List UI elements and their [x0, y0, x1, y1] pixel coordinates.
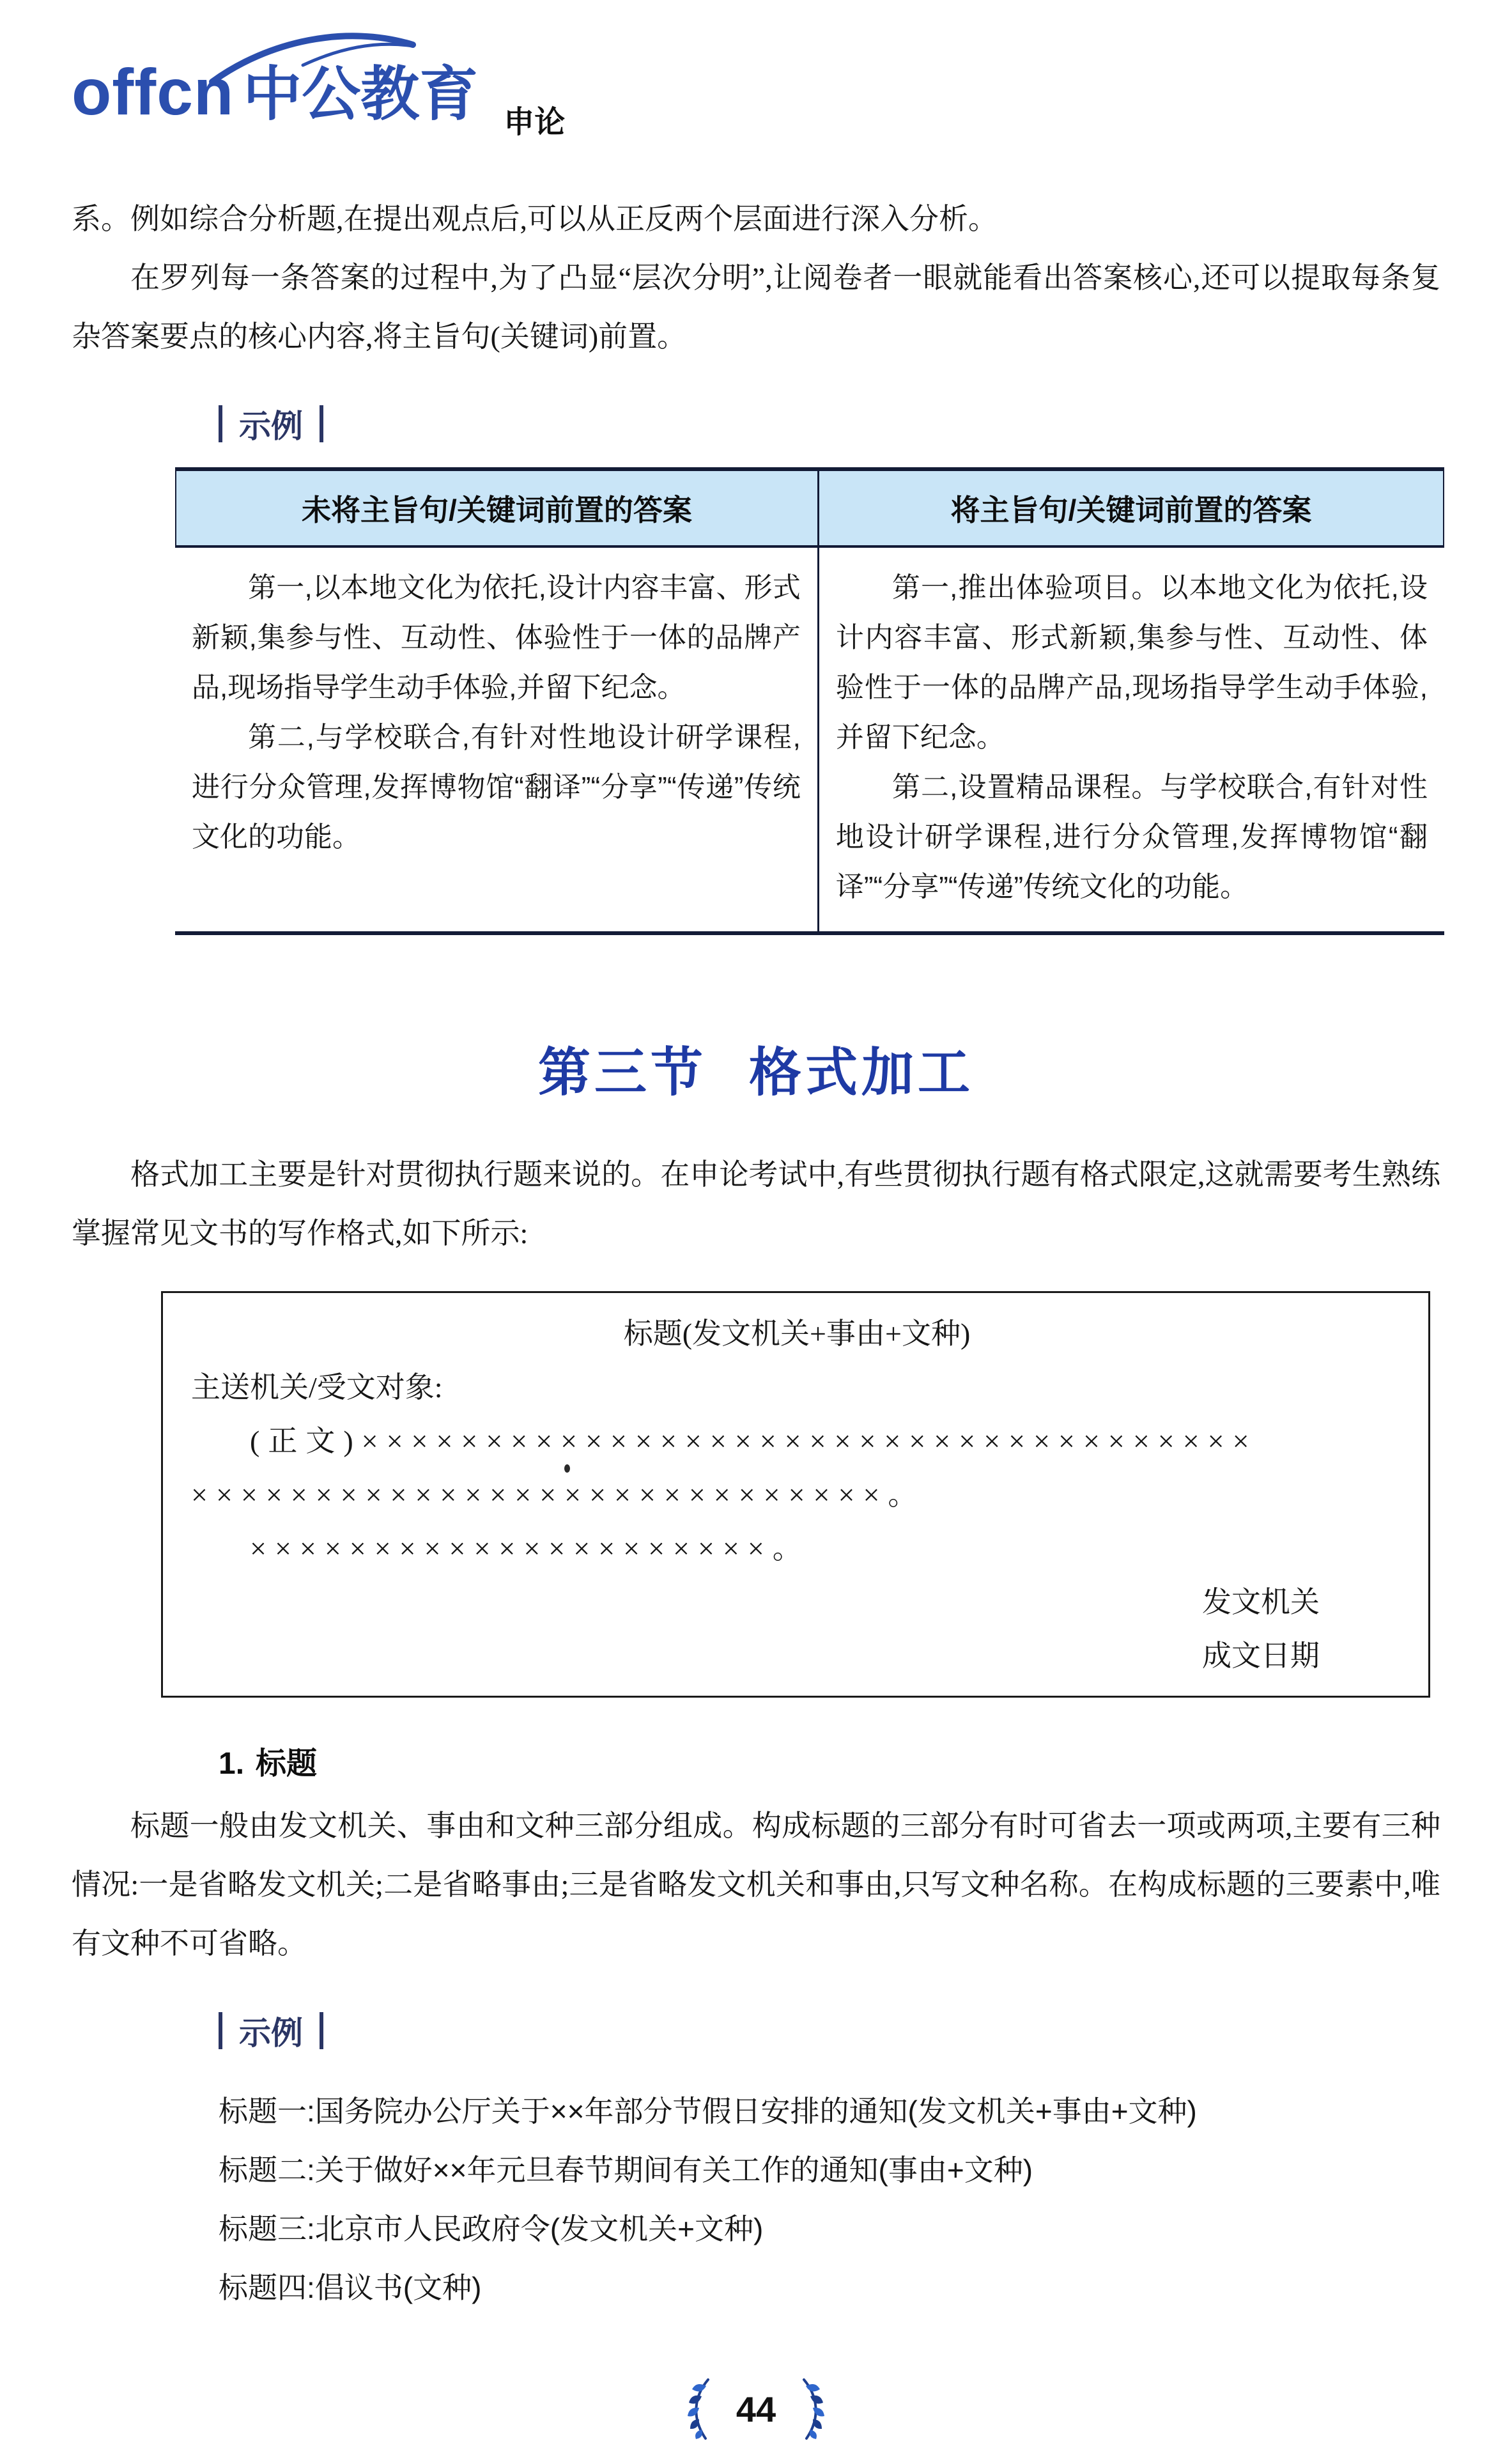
format-body-line: ××××××××××××××××××××××××××××。: [191, 1478, 926, 1511]
format-title-line: 标题(发文机关+事由+文种): [623, 1317, 971, 1350]
subject-label: 申论: [504, 105, 566, 139]
page-number: 44: [736, 2389, 776, 2429]
format-date-line: 成文日期: [1202, 1639, 1320, 1672]
table-cell-left: [175, 548, 817, 931]
title-example-item: 标题三:北京市人民政府令(发文机关+文种): [219, 2212, 764, 2245]
title-example-list: [219, 2082, 1440, 2317]
example-label-bar: [320, 405, 323, 442]
intro-paragraph-1: 系。例如综合分析题,在提出观点后,可以从正反两个层面进行深入分析。: [72, 203, 998, 235]
format-body-line: (正文)××××××××××××××××××××××××××××××××××××: [250, 1425, 1258, 1457]
title-example-item: 标题一:国务院办公厅关于××年部分节假日安排的通知(发文机关+事由+文种): [219, 2095, 1197, 2128]
title-example-item: 标题二:关于做好××年元旦春节期间有关工作的通知(事由+文种): [219, 2153, 1033, 2187]
cell-paragraph: 第二,设置精品课程。与学校联合,有针对性地设计研学课程,进行分众管理,发挥博物馆“翻译”“分享”“传递”传统文化的功能。: [835, 771, 1428, 903]
example-label-bar: [219, 405, 222, 442]
example-label-2: [219, 2009, 1440, 2052]
document-format-box: [161, 1291, 1430, 1698]
format-recipient-line: 主送机关/受文对象:: [191, 1371, 443, 1404]
table-header-cell-right: 将主旨句/关键词前置的答案: [817, 471, 1443, 545]
cell-paragraph: 第一,以本地文化为依托,设计内容丰富、形式新颖,集参与性、互动性、体验性于一体的品牌产品,现场指导学生动手体验,并留下纪念。: [192, 572, 801, 703]
cell-paragraph: 第二,与学校联合,有针对性地设计研学课程,进行分众管理,发挥博物馆“翻译”“分享”“传递”传统文化的功能。: [192, 722, 801, 853]
table-cell-right: [817, 548, 1444, 931]
brand-name: 中公教育: [243, 62, 479, 127]
section-heading: [72, 1031, 1440, 1106]
laurel-left-icon: [685, 2377, 714, 2441]
table-header-cell-left: 未将主旨句/关键词前置的答案: [302, 493, 692, 527]
section-title-text: 格式加工: [749, 1044, 975, 1102]
example-label-bar: [219, 2012, 222, 2049]
comparison-table: [175, 467, 1444, 935]
page-footer: [72, 2377, 1440, 2441]
example-label-text: 示例: [239, 408, 303, 444]
intro-paragraph-2: 在罗列每一条答案的过程中,为了凸显“层次分明”,让阅卷者一眼就能看出答案核心,还可以提取每条复杂答案要点的核心内容,将主旨句(关键词)前置。: [72, 261, 1440, 353]
example-label-1: [219, 402, 1440, 446]
section-number: 第三节: [537, 1044, 707, 1102]
logo-wordmark: offcn: [72, 56, 235, 128]
laurel-right-icon: [798, 2377, 827, 2441]
subsection-paragraph: 标题一般由发文机关、事由和文种三部分组成。构成标题的三部分有时可省去一项或两项,主要有三种情况:一是省略发文机关;二是省略事由;三是省略发文机关和事由,只写文种名称。在构成标题的三要素中,唯有文种不可省略。: [72, 1809, 1440, 1960]
print-artifact-dot: [564, 1464, 570, 1473]
comparison-table-header: [175, 467, 1444, 548]
cell-paragraph: 第一,推出体验项目。以本地文化为依托,设计内容丰富、形式新颖,集参与性、互动性、体验性于一体的品牌产品,现场指导学生动手体验,并留下纪念。: [835, 572, 1428, 753]
comparison-table-body: [175, 548, 1444, 935]
title-example-item: 标题四:倡议书(文种): [219, 2271, 482, 2304]
example-label-text: 示例: [239, 2015, 303, 2051]
format-body-line: ×××××××××××××××××××××。: [250, 1532, 810, 1565]
subsection-number: 1.: [219, 1747, 245, 1781]
example-label-bar: [320, 2012, 323, 2049]
section-intro-paragraph: 格式加工主要是针对贯彻执行题来说的。在申论考试中,有些贯彻执行题有格式限定,这就需要考生熟练掌握常见文书的写作格式,如下所示:: [72, 1158, 1440, 1250]
format-signer-line: 发文机关: [1202, 1586, 1320, 1618]
subsection-heading: [219, 1739, 1440, 1783]
offcn-brand-logo: [72, 54, 478, 150]
subsection-title-text: 标题: [256, 1747, 318, 1781]
page-header: [72, 0, 1440, 150]
